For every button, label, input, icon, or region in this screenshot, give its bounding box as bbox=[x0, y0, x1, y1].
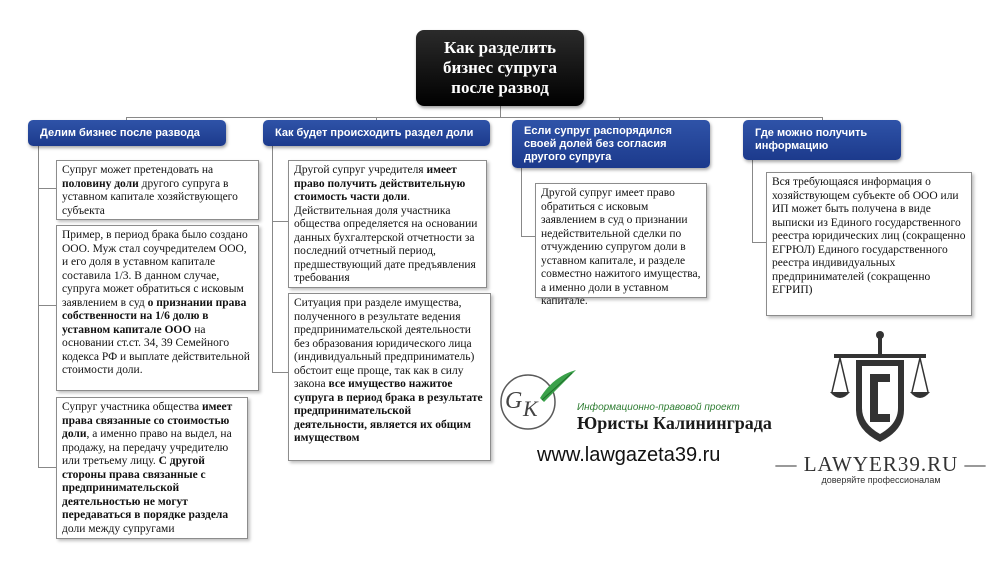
diagram-title: Как разделить бизнес супруга после развод bbox=[416, 30, 584, 106]
connector bbox=[752, 242, 766, 243]
connector bbox=[38, 467, 56, 468]
info-box: Супруг участника общества имеет права связанные со стоимостью доли, а именно право на выдел, на продажу, на передачу учредителю или третьему лицу. С другой стороны права связанные с предпринимательской деятельностью не могут передаваться в порядке раздела доли между супругами bbox=[56, 397, 248, 539]
lawyer-slogan: доверяйте профессионалам bbox=[821, 475, 941, 485]
connector bbox=[272, 146, 273, 373]
connector bbox=[521, 236, 535, 237]
lawyer-brand: — LAWYER39.RU — bbox=[775, 452, 987, 476]
connector bbox=[126, 117, 822, 118]
info-box: Супруг может претендовать на половину доли другого супруга в уставном капитале хозяйствующего субъекта bbox=[56, 160, 259, 220]
header-without-consent: Если супруг распорядился своей долей без согласия другого супруга bbox=[512, 120, 710, 168]
info-box: Вся требующаяся информация о хозяйствующем субъекте об ООО или ИП может быть получена в виде выписки из Единого государственного реестра юридических лиц (сокращенно ЕГРЮЛ) Единого государственного реестра индивидуальных предпринимателей (сокращенно ЕГРИП) bbox=[766, 172, 972, 316]
info-box: Пример, в период брака было создано ООО. Муж стал соучредителем ООО, и его доля в уставном капитале составила 1/3. В данном случае, супруга может обратиться с исковым заявлением в суд о признании права собственности на 1/6 долю в уставном капитале ООО на основании ст.ст. 34, 39 Семейного кодекса РФ и выплате действительной стоимости доли. bbox=[56, 225, 259, 391]
connector bbox=[752, 160, 753, 243]
header-where-info: Где можно получить информацию bbox=[743, 120, 901, 160]
connector bbox=[272, 221, 288, 222]
project-tagline: Информационно-правовой проект bbox=[577, 402, 740, 413]
info-box: Другой супруг имеет право обратиться с исковым заявлением в суд о признании недействительной сделки по отчуждению супругом доли в уставном капитале, и разделе совместно нажитого имущества, а именно доли в уставном капитале. bbox=[535, 183, 707, 298]
website-url[interactable]: www.lawgazeta39.ru bbox=[537, 444, 721, 466]
header-how-division: Как будет происходить раздел доли bbox=[263, 120, 490, 146]
project-name: Юристы Калининграда bbox=[577, 413, 772, 433]
connector bbox=[272, 372, 288, 373]
feather-logo-icon bbox=[492, 368, 578, 434]
svg-text:G: G bbox=[505, 388, 523, 414]
connector bbox=[38, 188, 56, 189]
connector bbox=[521, 168, 522, 237]
connector bbox=[38, 146, 39, 468]
info-box: Другой супруг учредителя имеет право получить действительную стоимость части доли. Действительная доля участника общества определяется на основании данных бухгалтерской отчетности за последний отчетный период, предшествующий дате предъявления требования bbox=[288, 160, 487, 288]
svg-text:K: K bbox=[523, 396, 538, 421]
scales-logo-icon bbox=[828, 330, 932, 448]
connector bbox=[38, 305, 56, 306]
header-divide-business: Делим бизнес после развода bbox=[28, 120, 226, 146]
info-box: Ситуация при разделе имущества, полученного в результате ведения предпринимательской деятельности без образования юридического лица (индивидуальный предприниматель) обстоит еще проще, так как в силу закона все имущество нажитое супруга в период брака в результате предпринимательской деятельности, является их общим имуществом bbox=[288, 293, 491, 461]
